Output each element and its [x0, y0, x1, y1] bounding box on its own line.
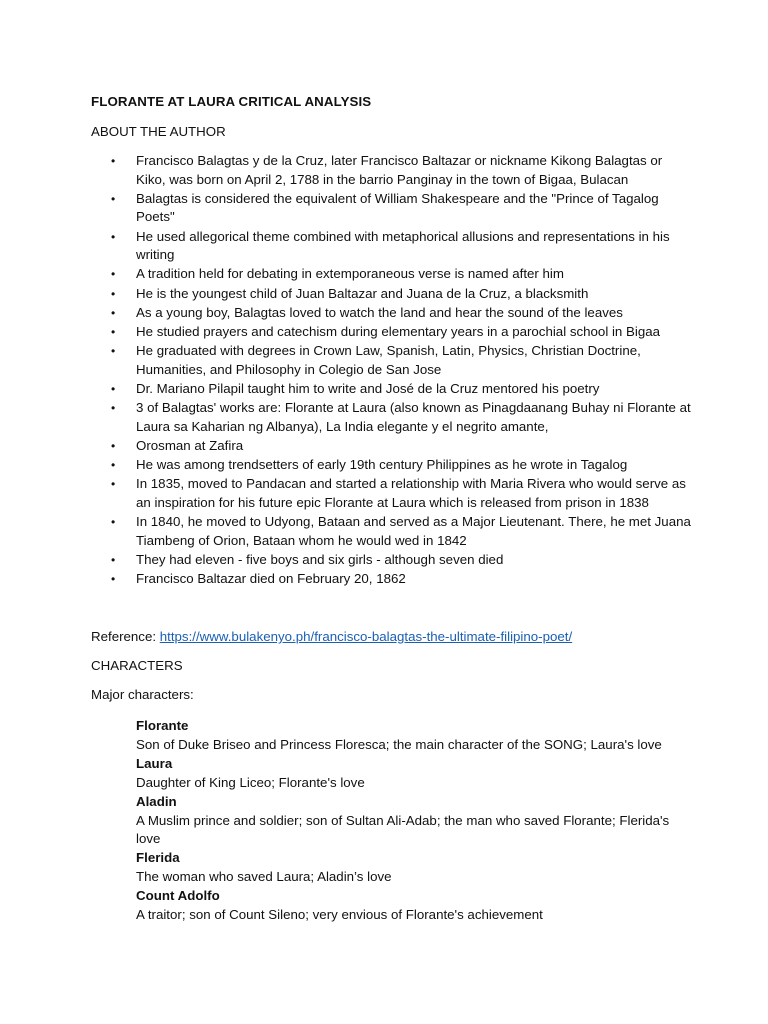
list-item-text: He was among trendsetters of early 19th century Philippines as he wrote in Tagalog: [136, 457, 628, 473]
character-name: Count Adolfo: [136, 888, 220, 904]
list-item-text: He graduated with degrees in Crown Law, Spanish, Latin, Physics, Christian Doctrine, Humanities, and Philosophy in Colegio de San Jose: [136, 343, 641, 377]
bullet-icon: •: [111, 344, 116, 359]
list-item-text: 3 of Balagtas' works are: Florante at Laura (also known as Pinagdaanang Buhay ni Florante at Laura sa Kaharian ng Albanya), La India elegante y el negrito amante,: [136, 400, 691, 434]
character-name: Aladin: [136, 793, 177, 809]
list-item-text: They had eleven - five boys and six girls - although seven died: [136, 551, 504, 567]
list-item: [91, 456, 691, 475]
list-item: [91, 475, 691, 512]
list-item-text: Francisco Baltazar died on February 20, 1862: [136, 570, 406, 586]
list-item-text: As a young boy, Balagtas loved to watch the land and hear the sound of the leaves: [136, 304, 623, 320]
character-description: The woman who saved Laura; Aladin’s love: [136, 869, 392, 885]
bullet-icon: •: [111, 477, 116, 492]
reference-link[interactable]: https://www.bulakenyo.ph/francisco-balagtas-the-ultimate-filipino-poet/: [159, 629, 573, 644]
characters-heading: CHARACTERS: [91, 658, 183, 673]
character-description: A Muslim prince and soldier; son of Sultan Ali-Adab; the man who saved Florante; Flerida's love: [136, 812, 670, 847]
list-item-text: He studied prayers and catechism during elementary years in a parochial school in Bigaa: [136, 323, 661, 339]
character-list: [136, 717, 696, 925]
list-item: [91, 513, 691, 550]
bullet-icon: •: [111, 552, 116, 567]
bullet-icon: •: [111, 381, 116, 396]
bullet-icon: •: [111, 401, 116, 416]
list-item: [91, 380, 691, 399]
list-item-text: Orosman at Zafira: [136, 437, 244, 453]
reference-label: Reference:: [91, 629, 160, 644]
bullet-icon: •: [111, 229, 116, 244]
list-item: [91, 265, 691, 284]
character-name: Flerida: [136, 850, 180, 866]
bullet-icon: •: [111, 286, 116, 301]
list-item: [91, 437, 691, 456]
list-item-text: Dr. Mariano Pilapil taught him to write and José de la Cruz mentored his poetry: [136, 380, 600, 396]
list-item-text: He used allegorical theme combined with metaphorical allusions and representations in his writing: [136, 228, 670, 263]
list-item: [91, 570, 691, 589]
bullet-icon: •: [111, 305, 116, 320]
bullet-icon: •: [111, 191, 116, 206]
list-item: [91, 304, 691, 323]
list-item: [91, 323, 691, 342]
list-item: [91, 399, 691, 436]
list-item: [91, 190, 691, 227]
major-characters-heading: Major characters:: [91, 687, 194, 702]
list-item: [91, 228, 691, 265]
author-bullet-list: [91, 152, 691, 589]
bullet-icon: •: [111, 324, 116, 339]
character-description: Son of Duke Briseo and Princess Floresca; the main character of the SONG; Laura's love: [136, 736, 662, 752]
list-item: [91, 342, 691, 379]
reference-line: [91, 629, 572, 644]
bullet-icon: •: [111, 154, 116, 168]
list-item-text: Balagtas is considered the equivalent of William Shakespeare and the "Prince of Tagalog Poets": [136, 190, 659, 225]
character-description: Daughter of King Liceo; Florante's love: [136, 774, 365, 790]
character-name: Florante: [136, 718, 189, 733]
list-item-text: In 1840, he moved to Udyong, Bataan and served as a Major Lieutenant. There, he met Juana Tiambeng of Orion, Bataan whom he would wed in 1842: [136, 514, 691, 548]
document-title: FLORANTE AT LAURA CRITICAL ANALYSIS: [91, 94, 372, 109]
bullet-icon: •: [111, 571, 116, 586]
list-item: [91, 551, 691, 570]
bullet-icon: •: [111, 458, 116, 473]
bullet-icon: •: [111, 267, 116, 282]
list-item-text: A tradition held for debating in extemporaneous verse is named after him: [136, 266, 564, 282]
list-item-text: Francisco Balagtas y de la Cruz, later Francisco Baltazar or nickname Kikong Balagtas or Kiko, was born on April 2, 1788 in the barrio Panginay in the town of Bigaa, Bulacan: [136, 153, 663, 187]
bullet-icon: •: [111, 438, 116, 453]
bullet-icon: •: [111, 515, 116, 529]
character-name: Laura: [136, 755, 173, 771]
character-description: A traitor; son of Count Sileno; very envious of Florante's achievement: [136, 907, 543, 923]
list-item: [91, 285, 691, 304]
about-author-heading: ABOUT THE AUTHOR: [91, 124, 226, 139]
list-item-text: In 1835, moved to Pandacan and started a relationship with Maria Rivera who would serve as an inspiration for his future epic Florante at Laura which is released from prison in 1838: [136, 476, 686, 510]
list-item: [91, 152, 691, 189]
list-item-text: He is the youngest child of Juan Baltazar and Juana de la Cruz, a blacksmith: [136, 285, 589, 301]
